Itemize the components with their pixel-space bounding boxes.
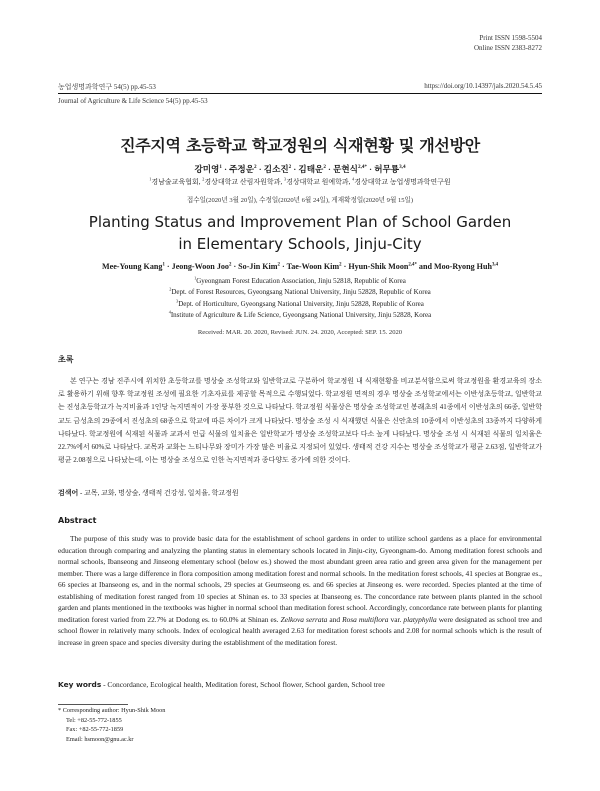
author-name-en: Mee-Young Kang <box>101 262 163 271</box>
author-name-ko: 주정운 <box>229 164 255 174</box>
dates-english: Received: MAR. 20. 2020, Revised: JUN. 24. 2020, Accepted: SEP. 15. 2020 <box>197 329 403 336</box>
author-name-ko: 강미영 <box>194 164 220 174</box>
doi-link[interactable]: https://doi.org/10.14397/jals.2020.54.5.45 <box>424 82 542 90</box>
keywords-en-list: - Concordance, Ecological health, Meditation forest, School flower, School garden, School tree <box>101 680 385 689</box>
author-affil-mark: 3,4 <box>491 262 499 268</box>
author-affil-mark: 1 <box>219 164 222 171</box>
abstract-en-tail: were designated as school tree and school flower in relatively many schools. Index of ecological health averaged 2.63 for meditation forest schools and 2.08 for normal schools which is the result of increase in green space and species diversity during the establishment of the meditation forest. <box>58 614 542 647</box>
author-and: and <box>416 262 434 271</box>
author-affil-mark: 2 <box>288 164 292 171</box>
dates-korean: 접수일(2020년 3월 20일), 수정일(2020년 6월 24일), 게재확정일(2020년 9월 15일) <box>186 197 414 204</box>
abstract-korean: 본 연구는 경남 진주시에 위치한 초등학교를 명상숲 조성학교와 일반학교로 구분하여 학교정원 내 식재현황을 비교분석함으로써 학교정원을 환경교육의 장소로 활용하기 위해 향후 학교정원 조성에 필요한 기초자료를 제공할 목적으로 수행되었다. 학교정원 면적의 경우 명상숲 조성학교에서는 이반성초등학교, 일반학교는 진성초등학교가 녹지비율과 1인당 녹지면적이 가장 풍부한 것으로 나타났다. 학교정원 식물상은 명상숲 조성학교인 봉래초의 41종에서 이반성초의 66종, 일반학교도 금성초의 29종에서 진성초의 68종으로 학교에 따른 차이가 크게 나타났다. 명상숲 조성 시 식재했던 식물은 신안초의 10종에서 이반성초의 33종까지 다양하게 나타났다. 학교정원에 식재된 식물과 교과서 언급 식물의 일치율은 일반학교가 명상숲 조성학교보다 다소 높게 나타났다. 명상숲 조성 시 식재된 식물의 일치율은 22.7%에서 60%로 나타났다. 교목과 교화는 느티나무와 장미가 가장 많은 비율로 지정되어 있었다. 생태적 건강 지수는 명상숲 조성학교가 평균 2.63점, 일반학교가 평균 2.08점으로 나타났는데, 이는 명상숲 조성으로 인한 녹지면적과 종다양도 증가에 의한 것이다. <box>58 377 542 465</box>
affil-mark: 3 <box>176 298 179 304</box>
author-separator: · <box>256 164 264 174</box>
affil-mark: 4 <box>352 176 355 182</box>
affil-ko-text: 경상대학교 원예학과, <box>286 178 353 186</box>
keywords-ko-list: - 교목, 교화, 명상숲, 생태적 건강성, 일치율, 학교정원 <box>78 489 239 497</box>
author-affil-mark: 2 <box>254 164 257 171</box>
affil-en-text: Dept. of Forest Resources, Gyeongsang National University, Jinju 52828, Republic of Korea <box>171 288 431 297</box>
title-english-line2: in Elementary Schools, Jinju-City <box>178 235 422 253</box>
author-affil-mark: 2,4* <box>408 262 417 268</box>
keywords-ko-label: 검색어 <box>58 489 79 497</box>
author-affil-mark: 2 <box>339 262 342 268</box>
author-separator: · <box>231 262 239 271</box>
author-separator: · <box>164 262 172 271</box>
affiliations-english <box>0 276 600 321</box>
author-name-ko: 문현식 <box>333 164 358 174</box>
abstract-ko-heading: 초록 <box>58 355 74 364</box>
author-affil-mark: 2,4* <box>357 164 368 171</box>
issn-block <box>474 33 542 53</box>
abstract-en-species1: Zelkova serrata <box>280 614 328 624</box>
title-english <box>0 211 600 255</box>
affil-ko-text: 경상대학교 농업생명과학연구원 <box>354 178 451 186</box>
affil-en-text: Institute of Agriculture & Life Science, Gyeongsang National University, Jinju 52828, Korea <box>170 310 432 319</box>
author-name-ko: 김소진 <box>263 164 289 174</box>
author-separator: · <box>341 262 349 271</box>
affil-en-line <box>0 287 600 298</box>
journal-header-ko: 농업생명과학연구 54(5) pp.45-53 <box>58 83 156 91</box>
affil-mark: 3 <box>283 176 287 182</box>
author-name-ko: 허무룡 <box>374 164 400 174</box>
author-affil-mark: 1 <box>162 262 165 268</box>
authors-english <box>0 262 600 271</box>
author-separator: · <box>221 164 230 174</box>
affil-mark: 2 <box>169 286 172 292</box>
affil-en-line <box>0 299 600 310</box>
author-name-en: Tae-Woon Kim <box>286 262 340 271</box>
affil-mark: 1 <box>194 275 197 281</box>
journal-header-en: Journal of Agriculture & Life Science 54(5) pp.45-53 <box>58 97 208 105</box>
footnote-corresponding: * Corresponding author: Hyun-Shik Moon <box>58 707 166 714</box>
affiliations-korean <box>0 177 600 187</box>
author-affil-mark: 2 <box>277 262 280 268</box>
footnote-rule <box>58 704 128 705</box>
affil-en-line <box>0 276 600 287</box>
corresponding-author-footnote <box>58 706 165 744</box>
keywords-english <box>58 680 542 689</box>
author-separator: · <box>291 164 299 174</box>
abstract-en-and: and <box>327 614 343 624</box>
author-name-en: So-Jin Kim <box>238 262 278 271</box>
affil-en-text: Dept. of Horticulture, Gyeongsang National University, Jinju 52828, Republic of Korea <box>178 299 424 308</box>
author-separator: · <box>279 262 287 271</box>
print-issn: Print ISSN 1598-5504 <box>479 34 542 42</box>
author-name-en: Moo-Ryong Huh <box>434 262 492 271</box>
footnote-email[interactable]: Email: hsmoon@gnu.ac.kr <box>66 735 134 743</box>
authors-korean <box>0 163 600 175</box>
affil-ko-text: 경남술교육협회, <box>151 178 203 186</box>
affil-en-line <box>0 310 600 321</box>
keywords-korean <box>58 488 542 498</box>
footnote-tel: Tel: +82-55-772-1855 <box>66 716 122 724</box>
affil-mark: 2 <box>202 176 205 182</box>
abstract-en-var: var. <box>388 614 404 624</box>
author-affil-mark: 3,4 <box>399 164 406 171</box>
affil-ko-text: 경상대학교 산림자원학과, <box>204 178 284 186</box>
abstract-en-species2: Rosa multiflora <box>342 614 389 624</box>
footnote-fax: Fax: +82-55-772-1859 <box>66 726 124 734</box>
author-separator: · <box>325 164 334 174</box>
abstract-en-heading: Abstract <box>58 516 97 525</box>
affil-mark: 1 <box>149 176 152 182</box>
abstract-english <box>58 533 542 648</box>
affil-en-text: Gyeongnam Forest Education Association, Jinju 52818, Republic of Korea <box>196 277 406 285</box>
author-name-ko: 김태운 <box>298 164 324 174</box>
author-name-en: Jeong-Woon Joo <box>171 262 229 271</box>
header-rule <box>58 93 542 94</box>
abstract-en-body: The purpose of this study was to provide basic data for the establishment of school gardens in order to utilize school gardens as a place for environmental education through comparing and analyzing the planting status in elementary schools located in Jinju-city, Gyeongnam-do. Among meditation forest schools and normal schools, Ibanseong and Jinseong elementary school (below es.) showed the most abundant green area ratio and green area given for the management per member. There was a large difference in flora composition among meditation forest and normal schools. In the meditation forest schools, 41 species at Bongrae es., 66 species at Ibanseong es, and in the normal schools, 29 species at Geumseong es. and 66 species at Jinseong es. were recorded. Species planted at the time of establishing of meditation forest ranged from 10 species at Shinan es. to 33 species at Ibanseong es. The concordance rate between plants planted in the school garden and plants mentioned in the textbooks was higher in normal school than meditation forest school. Accordingly, concordance rate between plants for planting meditation forest varied from 22.7% at Dodong es. to 60.0% at Shinan es. <box>58 534 542 624</box>
affil-mark: 4 <box>168 309 171 315</box>
title-korean: 진주지역 초등학교 학교정원의 식재현황 및 개선방안 <box>120 136 480 155</box>
author-separator: · <box>367 164 375 174</box>
author-name-en: Hyun-Shik Moon <box>348 262 409 271</box>
title-english-line1: Planting Status and Improvement Plan of School Garden <box>88 213 512 231</box>
keywords-en-label: Key words <box>58 680 102 689</box>
author-affil-mark: 2 <box>228 262 232 268</box>
abstract-en-species3: platyphylla <box>403 614 437 624</box>
author-affil-mark: 2 <box>323 164 326 171</box>
online-issn: Online ISSN 2383-8272 <box>473 44 542 52</box>
